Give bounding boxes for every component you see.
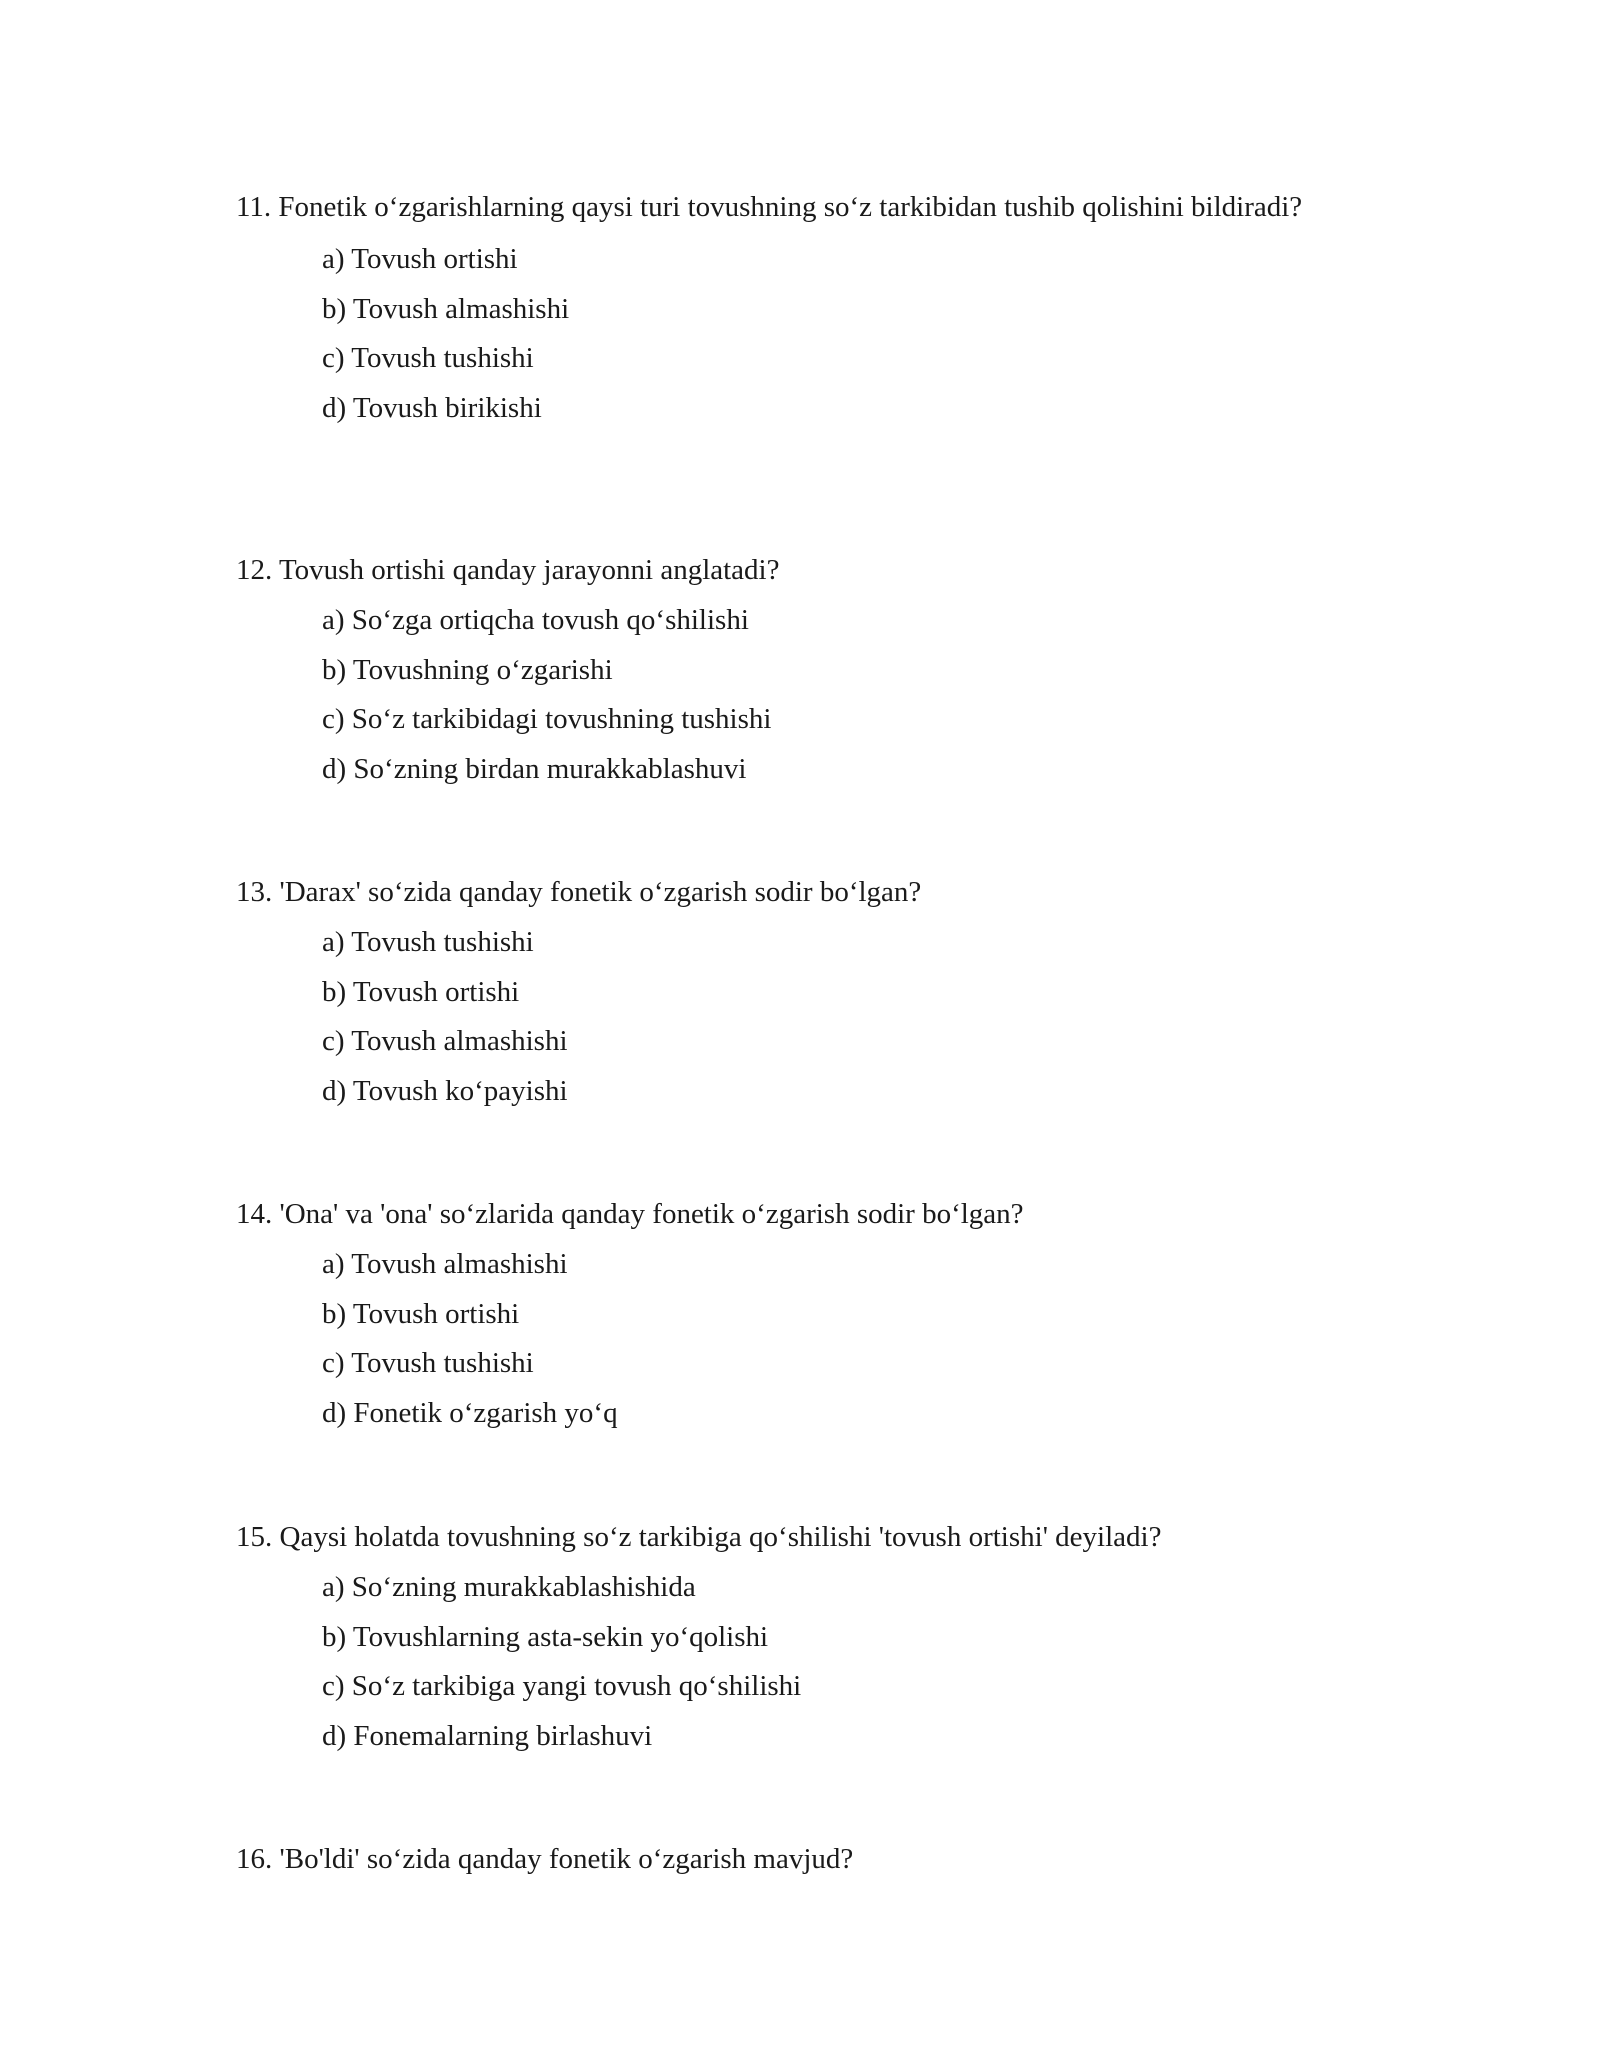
question-12 [236, 550, 1346, 800]
question-text: 15. Qaysi holatda tovushning so‘z tarkibiga qo‘shilishi 'tovush ortishi' deyiladi? [236, 1521, 1162, 1553]
question-13 [236, 872, 1346, 1122]
option-b: b) Tovush ortishi [322, 975, 520, 1008]
question-text: 14. 'Ona' va 'ona' so‘zlarida qanday fonetik o‘zgarish sodir bo‘lgan? [236, 1198, 1024, 1230]
question-text: 12. Tovush ortishi qanday jarayonni anglatadi? [236, 554, 780, 586]
question-text: 13. 'Darax' so‘zida qanday fonetik o‘zgarish sodir bo‘lgan? [236, 876, 922, 908]
option-a: a) Tovush tushishi [322, 926, 534, 958]
question-15 [236, 1517, 1346, 1767]
question-text: 11. Fonetik o‘zgarishlarning qaysi turi tovushning so‘z tarkibidan tushib qolishini bildiradi? [236, 191, 1303, 223]
option-b: b) Tovush ortishi [322, 1297, 520, 1330]
options-list [236, 241, 1346, 439]
question-16 [236, 1839, 1346, 1879]
question-11 [236, 187, 1346, 439]
option-b: b) Tovush almashishi [322, 292, 570, 325]
option-b: b) Tovushning o‘zgarishi [322, 653, 613, 686]
option-a: a) So‘zning murakkablashishida [322, 1571, 696, 1603]
option-c: c) So‘z tarkibidagi tovushning tushishi [322, 703, 772, 735]
option-a: a) So‘zga ortiqcha tovush qo‘shilishi [322, 604, 749, 636]
options-list [236, 602, 1346, 800]
option-d: d) Fonetik o‘zgarish yo‘q [322, 1396, 618, 1429]
options-list [236, 1569, 1346, 1767]
question-text: 16. 'Bo'ldi' so‘zida qanday fonetik o‘zgarish mavjud? [236, 1843, 854, 1875]
option-d: d) Tovush birikishi [322, 391, 542, 424]
options-list [236, 924, 1346, 1122]
option-b: b) Tovushlarning asta-sekin yo‘qolishi [322, 1620, 769, 1653]
option-d: d) So‘zning birdan murakkablashuvi [322, 752, 747, 785]
options-list [236, 1246, 1346, 1444]
option-c: c) Tovush almashishi [322, 1025, 568, 1057]
option-a: a) Tovush ortishi [322, 243, 518, 275]
question-14 [236, 1194, 1346, 1444]
option-a: a) Tovush almashishi [322, 1248, 568, 1280]
option-c: c) Tovush tushishi [322, 1347, 534, 1379]
option-d: d) Fonemalarning birlashuvi [322, 1719, 653, 1752]
option-d: d) Tovush ko‘payishi [322, 1074, 568, 1107]
option-c: c) Tovush tushishi [322, 342, 534, 374]
option-c: c) So‘z tarkibiga yangi tovush qo‘shilishi [322, 1670, 802, 1702]
